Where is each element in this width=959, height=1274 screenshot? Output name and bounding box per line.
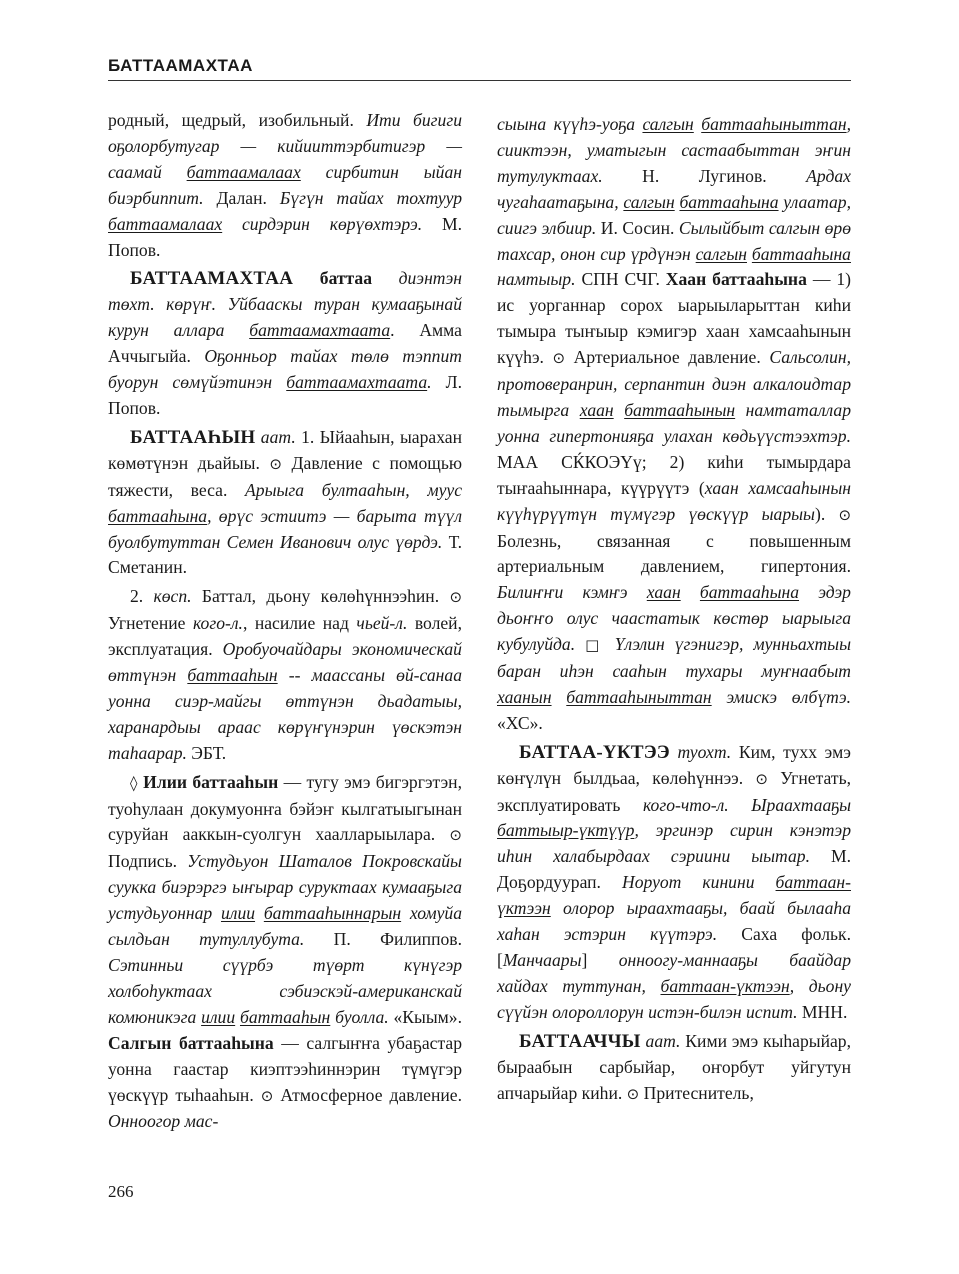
translation-marker-icon: ⊙ — [449, 826, 462, 845]
header-rule — [108, 80, 851, 81]
square-marker-icon: □ — [585, 636, 605, 655]
right-column — [497, 112, 851, 1107]
phrase-ilii-battaahyn: ◊ Илии баттааһын — тугу эмэ бигэргэтэн, туоһулаан докумуонҥа бэйэҥ кылгатыыгынан суруйан ааккын-суолгун хаалларыылара. ⊙ Подпись. Устудьуон Шаталов Покровскайы суукка биэрэргэ ыҥырар суруктаах кумааҕыга устудьуоннар илии баттааһыннарын хомуйа сылдьан тутуллубута. П. Филиппов. Сэтинньи сүүрбэ түөрт күнүгэр холбоһуктаах сэбиэскэй-американскай комюникэга илии баттааһын буолла. «Кыым». Салгын баттааһына — салгыҥҥа убаҕастар уонна гаастар киэптээһиннэрин түмүгэр үөскүүр тыһааһын. ⊙ Атмосферное давление. Онноогор мас- — [108, 771, 463, 1132]
diamond-icon: ◊ — [130, 773, 144, 792]
running-header — [108, 56, 851, 76]
entry-battaa-ukte: БАТТАА-ҮКТЭЭ туохт. Ким, тухх эмэ көҥүлүн былдьаа, көлөһүннээ. ⊙ Угнетать, эксплуатировать кого-что-л. Ыраахтааҕы баттыыр-үктүүр, эргинэр сирин кэнэтэр иһин халабырдаах сэриини ыытар. М. Доҕордуурап. Норуот кинини баттаан-үктээн олорор ыраахтааҕы, баай былааһа хаһан эстэрин күүтэрэ. Саха фольк. [Манчаары] онноогу-маннааҕы баайдар хайдах туттунан, баттаан-үктээн, дьону сүүйэн олороллорун истэн-билэн испит. МНН. — [497, 741, 851, 1022]
entry-battaahyn: БАТТААҺЫН аат. 1. Ыйааһын, ыарахан көмөтүнэн дьайыы. ⊙ Давление с помощью тяжести, веса. Арыыга бултааһын, муус баттааһына, өрүс эстиитэ — барыта түүл буолбутуттан Семен Иванович олус үөрдэ. Т. Сметанин. — [108, 426, 463, 578]
left-column — [108, 108, 462, 1135]
translation-marker-icon: ⊙ — [552, 349, 566, 368]
headword: БАТТААМАХТАА — [130, 268, 294, 290]
running-head-title: БАТТААМАХТАА — [108, 56, 253, 75]
translation-marker-icon: ⊙ — [755, 769, 768, 788]
headword: БАТТААЧЧЫ — [519, 1030, 641, 1052]
headword: БАТТААҺЫН — [130, 426, 256, 448]
headword: БАТТАА-ҮКТЭЭ — [519, 741, 670, 763]
continued-entry-text: родный, щедрый, изобильный. Ити бигиги оҕолорбутугар — кийииттэрбитигэр — саамай баттаамалаах сирбитин ыйан биэрбиппит. Далан. Бүгүн тайах тохтуур баттаамалаах сирдэрин көрүөхтэрэ. М. Попов. — [108, 110, 463, 260]
translation-marker-icon: ⊙ — [626, 1084, 640, 1103]
entry-battaamakhtaa: БАТТААМАХТАА баттаа диэнтэн төхт. көрүҥ. Уйбааскы туран кумааҕынай курун аллара баттаамахтаата. Амма Аччыгыйа. Оҕонньор тайах төлө тэппит буорун сөмүйэтинэн баттаамахтаата. Л. Попов. — [108, 268, 463, 418]
entry-battaachchy: БАТТААЧЧЫ аат. Кими эмэ кыһарыйар, быраабын сарбыйар, оҥорбут уйгутун апчарыйар киһи. ⊙ Притеснитель, — [497, 1030, 851, 1103]
entry-sense-2: 2. көсп. Баттал, дьону көлөһүннээһин. ⊙ Угнетение кого-л., насилие над чьей-л. волей, эксплуатация. Оробуочайдары экономическай өттүнэн баттааһын -- маассаны өй-санаа уонна сиэр-майгы өттүнэн дьадатыы, харанардыы араас көрүҥүнэрин үөскэтэн таһаарар. ЭБТ. — [108, 586, 463, 763]
translation-marker-icon: ⊙ — [449, 588, 463, 607]
continued-entry-text: сыына күүһэ-уоҕа салгын баттааһыныттан, сииктээн, уматыгын састаабыттан эҥин тутулуктаах. Н. Лугинов. Ардах чугаһаатаҕына, салгын баттааһына улаатар, сиигэ элбиир. И. Сосин. Сылыйбыт салгын өрө тахсар, онон сир үрдүнэн салгын баттааһына намтыыр. СПН СЧГ. Хаан баттааһына — 1) ис уорганнар сорох ыарыыларыттан киһи тымыра тыҥыыр кэмигэр хаан хамсааһынын күүһэ. ⊙ Артериальное давление. Сальсолин, протоверанрин, серпантин диэн алкалоидтар тымырга хаан баттааһынын намтаталлар уонна гипертонияҕа улахан көдьүүстээхтэр. МАА СЌКОЭҮү; 2) киһи тымырдара тыҥааһыннара, күүрүүтэ (хаан хамсааһынын күүһүрүүтүн түмүгэр үөскүүр ыарыы). ⊙ Болезнь, связанная с повышенным артериальным давлением, гипертония. Билиҥҥи кэмҥэ хаан баттааһына эдэр дьоҥҥо олус чаастатык көстөр ыарыыга кубулуйда. □ Үлэлин үгэнигэр, мунньахтыы баран иһэн сааһын тухары муҥнаабыт хаанын баттааһыныттан эмискэ өлбүтэ. «ХС». — [497, 114, 852, 733]
translation-marker-icon: ⊙ — [269, 454, 282, 473]
translation-marker-icon: ⊙ — [260, 1086, 274, 1105]
translation-marker-icon: ⊙ — [838, 505, 852, 524]
page-number: 266 — [108, 1182, 134, 1201]
